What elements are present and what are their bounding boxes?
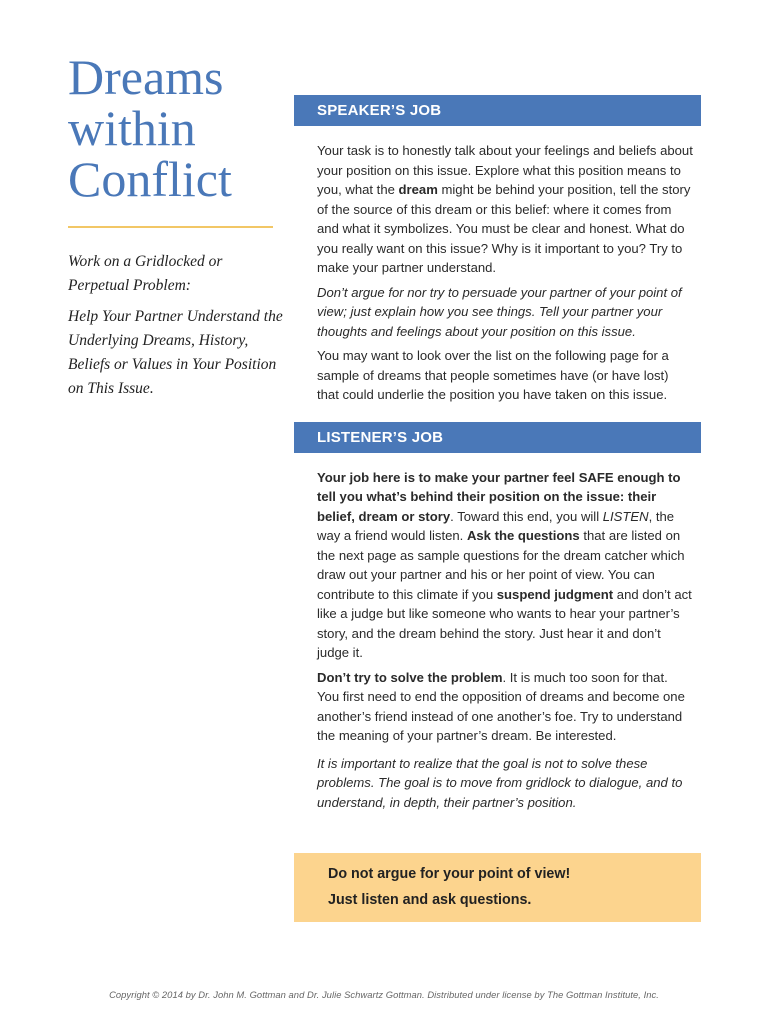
subtitle-line-2: Help Your Partner Understand the Underlying Dreams, History, Beliefs or Values in Your Position on This Issue. [68, 308, 283, 397]
listener-header: LISTENER’S JOB [294, 422, 701, 453]
speaker-paragraph-3: You may want to look over the list on the following page for a sample of dreams that people sometimes have (or have lost) that could underlie the position you have taken on this issue. [317, 348, 669, 402]
text-run: , the way a friend would listen. [317, 508, 675, 543]
speaker-paragraph-1 [317, 141, 693, 278]
bold-text: Ask the questions [466, 528, 580, 543]
italic-text: LISTEN [602, 508, 649, 524]
listener-section [294, 422, 701, 813]
text-run: might be behind your position, tell the story of the source of this dream or this belief: where it comes from and what it symbolizes. You must be clear and honest. What do you really want on this issue? Why is it important to you? Try to make your partner understand. [317, 182, 691, 275]
left-column [68, 49, 284, 408]
title-line-1: Dreams [68, 49, 224, 105]
listener-paragraph-1 [317, 468, 693, 663]
listener-paragraph-2 [317, 668, 693, 746]
right-column [294, 95, 701, 922]
text-run: . It is much too soon for that. You first need to end the opposition of dreams and become one another’s friend instead of one another’s foe. Try to understand the meaning of your partner’s dream. Be interested. [317, 669, 685, 743]
bold-text: Your job here is to make your partner feel SAFE enough to tell you what’s behind their position on the issue: their belief, dream or story [317, 469, 681, 524]
subtitle [68, 250, 284, 401]
speaker-section [294, 95, 701, 405]
text-run: that are listed on the next page as sample questions for the dream catcher which draw out your partner and his or her point of view. You can contribute to this climate if you [317, 528, 685, 602]
page-title [68, 49, 284, 207]
listener-body [294, 453, 701, 813]
callout-line-1: Do not argue for your point of view! [328, 866, 571, 882]
speaker-paragraph-2: Don’t argue for nor try to persuade your partner of your point of view; just explain how you see things. Tell your partner your thoughts and feelings about your position on this issue. [317, 284, 682, 339]
listener-paragraph-3: It is important to realize that the goal is not to solve these problems. The goal is to move from gridlock to dialogue, and to understand, in depth, their partner’s position. [317, 755, 683, 810]
speaker-body [294, 126, 701, 405]
text-run: . Toward this end, you will [450, 508, 603, 524]
bold-text: Don’t try to solve the problem [317, 669, 503, 685]
callout-box [294, 853, 701, 922]
speaker-header: SPEAKER’S JOB [294, 95, 701, 126]
text-run: Your task is to honestly talk about your feelings and beliefs about your position on this issue. Explore what this position means to you, what the [317, 143, 693, 197]
callout-line-2: Just listen and ask questions. [328, 892, 532, 908]
title-divider [68, 226, 273, 228]
title-line-3: Conflict [68, 151, 232, 207]
subtitle-line-1: Work on a Gridlocked or Perpetual Problem: [68, 253, 223, 294]
bold-text: dream [398, 182, 438, 197]
bold-text: suspend judgment [496, 586, 614, 602]
text-run: and don’t act like a judge but like someone who wants to hear your partner’s story, and the dream behind the story. Just hear it and don’t judge it. [317, 586, 692, 660]
title-line-2: within [68, 100, 196, 156]
copyright-footer: Copyright © 2014 by Dr. John M. Gottman and Dr. Julie Schwartz Gottman. Distributed under license by The Gottman Institute, Inc. [109, 989, 659, 1000]
